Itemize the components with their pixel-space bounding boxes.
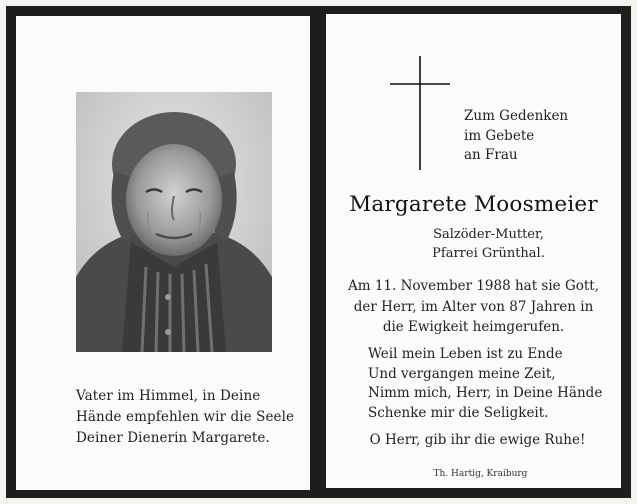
deceased-subtitle: Salzöder-Mutter, Pfarrei Grünthal. [432,227,545,261]
right-paper [326,14,621,488]
portrait-image [76,92,272,352]
deceased-name: Margarete Moosmeier [349,192,598,217]
cross-icon [388,54,452,172]
portrait-photo [76,92,272,352]
remembrance-heading: Zum Gedenken im Gebete an Frau [464,108,569,163]
verse-text: Vater im Himmel, in Deine Hände empfehlen wir die Seele Deiner Dienerin Margarete. [76,388,295,446]
memorial-card-left [6,6,318,498]
memorial-card-right [318,6,631,498]
prayer-verse: Weil mein Leben ist zu Ende Und vergangen meine Zeit, Nimm mich, Herr, in Deine Hände Schenke mir die Seligkeit. [368,346,603,421]
left-paper [16,16,310,490]
death-notice: Am 11. November 1988 hat sie Gott, der Herr, im Alter von 87 Jahren in die Ewigkeit heimgerufen. [347,278,600,335]
closing-prayer: O Herr, gib ihr die ewige Ruhe! [369,432,586,448]
printer-credit: Th. Hartig, Kraiburg [433,469,528,479]
